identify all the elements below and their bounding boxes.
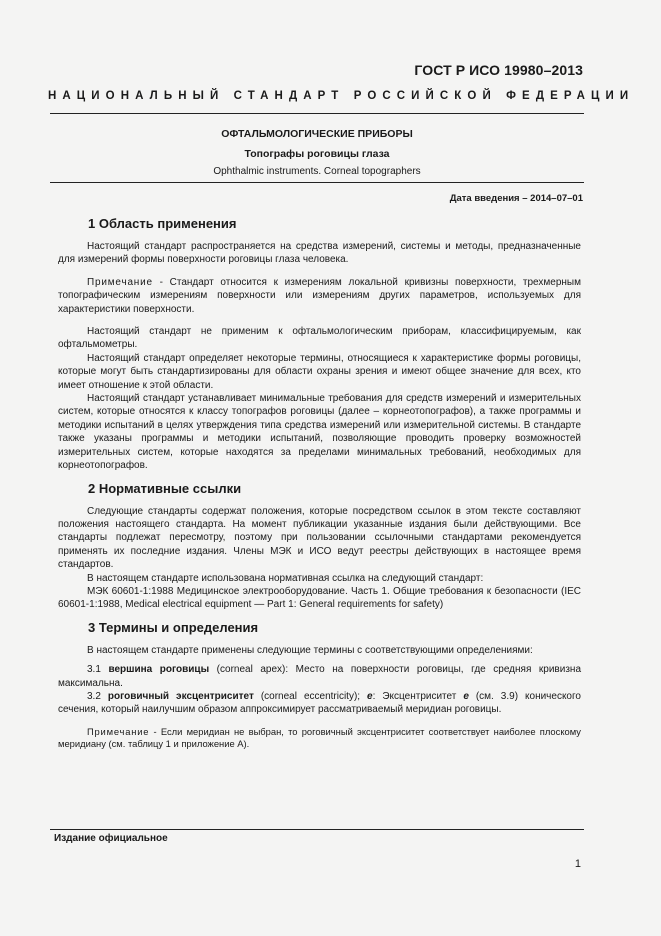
footer-divider: [50, 829, 584, 830]
term-number: 3.2: [87, 690, 108, 702]
section-2-paragraph-1: Следующие стандарты содержат положения, которые посредством ссылок в этом тексте составляют положения настоящего стандарта. На момент публикации указанные издания были действующими. Все стандарты подлежат пересмотру, поэтому при пользовании ссылочными стандартами рекомендуется применять их последние издания. Члены МЭК и ИСО ведут реестры действующих в настоящее время стандартов.: [58, 505, 581, 571]
section-3-paragraph-1: В настоящем стандарте применены следующие термины с соответствующими определениями:: [87, 644, 533, 656]
section-3-note: [58, 726, 581, 751]
document-code: ГОСТ Р ИСО 19980–2013: [414, 62, 583, 78]
note-label: Примечание: [87, 725, 150, 737]
document-subtitle: Топографы роговицы глаза: [244, 148, 390, 160]
term-symbol-inline: e: [463, 690, 469, 702]
section-3-heading: 3 Термины и определения: [88, 619, 259, 635]
section-2-reference: МЭК 60601-1:1988 Медицинское электрооборудование. Часть 1. Общие требования к безопасности (IEC 60601-1:1988, Medical electrical equipment — Part 1: General requirements for safety): [58, 585, 581, 611]
title-divider: [50, 182, 584, 183]
document-english-title: Ophthalmic instruments. Corneal topographers: [213, 166, 421, 177]
section-1-paragraph-4: Настоящий стандарт устанавливает минимальные требования для средств измерений и измерительных систем, которые относятся к классу топографов роговицы (далее – корнеотопографов), а также программы и методики испытаний в целях утверждения типа средства измерений или измерительной системы. В стандарте также указаны программы и методики испытаний, позволяющие проводить проверку возможностей измерительных систем, которые находятся за пределами минимальных требований, необходимых для корнеотопографов.: [58, 393, 581, 472]
term-definition-start: : Эксцентриситет: [372, 690, 464, 702]
document-title: ОФТАЛЬМОЛОГИЧЕСКИЕ ПРИБОРЫ: [221, 128, 413, 140]
header-divider: [50, 113, 584, 114]
term-name: роговичный эксцентриситет: [107, 690, 254, 702]
section-1-note: [58, 276, 581, 316]
term-number: 3.1: [87, 664, 109, 676]
term-english: (corneal eccentricity);: [253, 690, 368, 702]
introduction-date: Дата введения – 2014–07–01: [449, 193, 583, 204]
national-standard-banner: НАЦИОНАЛЬНЫЙ СТАНДАРТ РОССИЙСКОЙ ФЕДЕРАЦИИ: [48, 90, 635, 102]
section-1-paragraph-3: Настоящий стандарт определяет некоторые термины, относящиеся к характеристике формы роговицы, которые могут быть стандартизированы для области охраны зрения и имеют общее значение для всех, кто имеет отношение к этой области.: [58, 352, 581, 391]
section-2-heading: 2 Нормативные ссылки: [88, 480, 242, 496]
section-2-paragraph-2: В настоящем стандарте использована нормативная ссылка на следующий стандарт:: [87, 572, 484, 584]
section-1-paragraph-2: Настоящий стандарт не применим к офтальмологическим приборам, классифицируемым, как офтальмометры.: [58, 326, 581, 351]
note-text: - Если меридиан не выбран, то роговичный эксцентриситет соответствует наиболее плоскому меридиану (см. таблицу 1 и приложение А).: [58, 725, 581, 750]
term-3-2: [58, 690, 581, 717]
term-symbol: e: [367, 690, 373, 702]
note-text: - Стандарт относится к измерениям локальной кривизны поверхности, трехмерным топографическим измерениям поверхности или измерениям других параметров, используемых для характеристики поверхности.: [58, 276, 581, 315]
term-name: вершина роговицы: [108, 664, 210, 676]
term-definition: (corneal apex): Место на поверхности роговицы, где средняя кривизна максимальна.: [58, 664, 582, 689]
document-body: [58, 214, 581, 751]
section-1-heading: 1 Область применения: [88, 216, 237, 231]
note-label: Примечание: [87, 276, 153, 288]
official-edition-label: Издание официальное: [54, 833, 168, 844]
term-3-1: [58, 663, 581, 690]
term-definition: (см. 3.9) конического сечения, который наилучшим образом аппроксимирует рассматриваемый меридиан роговицы.: [58, 690, 581, 716]
section-1-paragraph-1: Настоящий стандарт распространяется на средства измерений, системы и методы, предназначенные для измерений формы поверхности роговицы глаза человека.: [58, 241, 581, 266]
page-number: 1: [574, 858, 581, 870]
